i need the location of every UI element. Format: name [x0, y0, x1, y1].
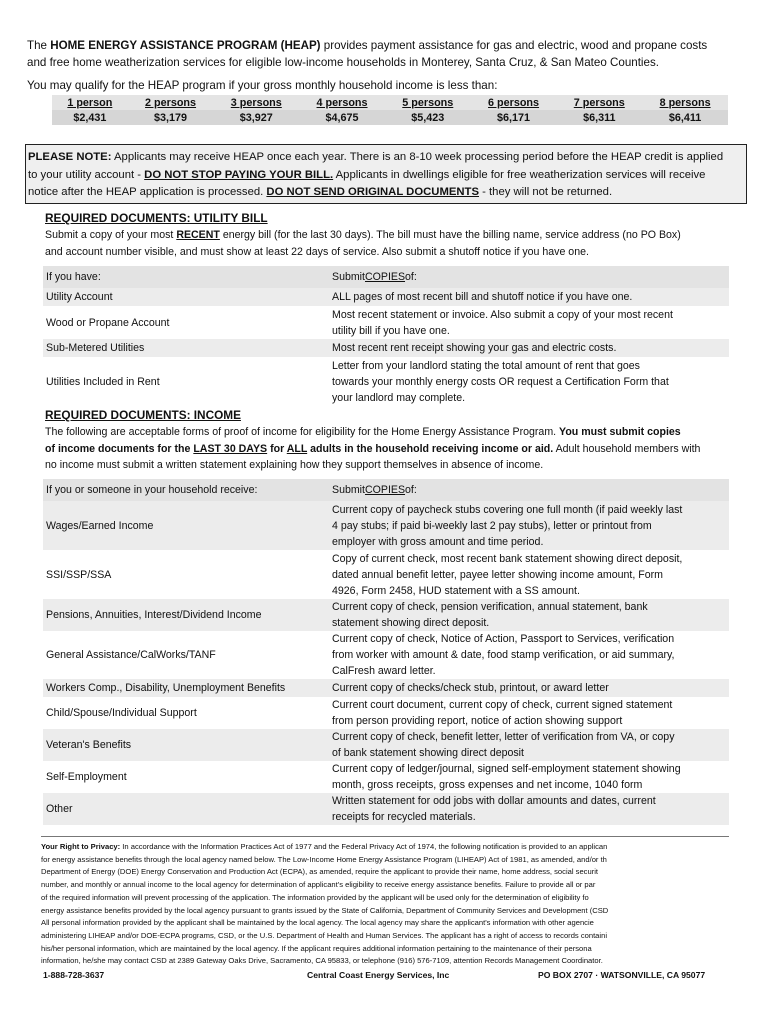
row-docs: Letter from your landlord stating the total amount of rent that goes towards your monthly energy costs OR request a Certification Form that your landlord may complete. [328, 357, 729, 406]
privacy-notice [41, 836, 729, 968]
intro-line2: and free home weatherization services for eligible low-income households in Monterey, Santa Cruz, & San Mateo Counties. [27, 56, 659, 69]
income-body-bold: You must submit copies [559, 426, 681, 438]
household-size-row [52, 95, 728, 110]
utility-section-body [45, 227, 735, 260]
table-header-cell: Submit COPIES of: [328, 266, 729, 288]
table-header-row [43, 266, 729, 288]
note-text: - they will not be returned. [478, 186, 613, 198]
row-item: Wood or Propane Account [43, 306, 328, 339]
table-row [43, 729, 729, 761]
income-limit-cell: $4,675 [299, 110, 385, 125]
note-text: Applicants may receive HEAP once each year. There is an 8-10 week processing period before the HEAP credit is applied [111, 151, 724, 163]
privacy-line: In accordance with the Information Practices Act of 1977 and the Federal Privacy Act of 1974, the following notification is provided to an applican [120, 842, 608, 851]
table-row [43, 679, 729, 697]
row-item: Utility Account [43, 288, 328, 306]
table-row [43, 631, 729, 679]
table-header-cell: If you or someone in your household receive: [43, 479, 328, 501]
household-size-cell: 6 persons [471, 95, 557, 110]
income-body-text: no income must submit a written statement explaining how they support themselves in absence of income. [45, 459, 544, 471]
row-docs: Current copy of check, pension verification, annual statement, bank statement showing direct deposit. [328, 599, 729, 631]
intro-prefix: The [27, 39, 51, 52]
program-name: HOME ENERGY ASSISTANCE PROGRAM (HEAP) [50, 39, 321, 52]
privacy-line: his/her personal information, which are maintained by the local agency. If the applicant requires additional information pertaining to the maintenance of their persona [41, 943, 592, 953]
privacy-line: energy assistance benefits provided by the local agency pursuant to grants issued by the State of California, Department of Community Services and Development (CSD [41, 905, 609, 915]
table-header-cell: Submit COPIES of: [328, 479, 729, 501]
row-docs: Current copy of paycheck stubs covering one full month (if paid weekly last 4 pay stubs; if paid bi-weekly last 2 pay stubs), letter or printout from employer with gross amount and time period. [328, 501, 729, 550]
table-row [43, 339, 729, 357]
row-docs: Copy of current check, most recent bank statement showing direct deposit, dated annual benefit letter, payee letter showing income amount, Form 4926, Form 2458, HUD statement with a SS amount. [328, 550, 729, 599]
note-text: to your utility account - [28, 168, 145, 181]
row-docs: Written statement for odd jobs with dollar amounts and dates, current receipts for recycled materials. [328, 793, 729, 825]
row-docs: Current copy of check, Notice of Action, Passport to Services, verification from worker with amount & date, food stamp verification, or aid summary, CalFresh award letter. [328, 631, 729, 679]
row-item: Pensions, Annuities, Interest/Dividend Income [43, 599, 328, 631]
income-section-body: The following are acceptable forms of proof of income for eligibility for the Home Energy Assistance Program. You must submit copies of income documents for the LAST 30 DAYS for ALL adults in the household receiving income or aid. Adult household members with no income must submit a written statement explaining how they support themselves in absence of income. [45, 424, 735, 474]
note-text: notice after the HEAP application is processed. [28, 186, 267, 198]
row-item: Sub-Metered Utilities [43, 339, 328, 357]
table-row [43, 599, 729, 631]
footer-address: PO BOX 2707 · WATSONVILLE, CA 95077 [538, 970, 706, 980]
table-row [43, 761, 729, 793]
footer-organization: Central Coast Energy Services, Inc [307, 970, 450, 980]
intro-line1: provides payment assistance for gas and electric, wood and propane costs [320, 39, 708, 52]
privacy-line: Department of Energy (DOE) Energy Conservation and Production Act (ECPA), as amended, require the applicant to provide their name, home address, social securit [41, 867, 599, 877]
utility-body-text: energy bill (for the last 30 days). The bill must have the billing name, service address (no PO Box) [219, 229, 681, 241]
table-row [43, 697, 729, 729]
utility-documents-table [43, 266, 729, 406]
household-size-cell: 4 persons [299, 95, 385, 110]
table-row [43, 288, 729, 306]
row-item: Wages/Earned Income [43, 501, 328, 550]
utility-body-text: Submit a copy of your most [45, 229, 177, 241]
privacy-line: for energy assistance benefits through the local agency named below. The Low-Income Home Energy Assistance Program (LIHEAP) Act of 1981, as amended, and/or th [41, 854, 607, 864]
note-text: Applicants in dwellings eligible for free weatherization services will receive [333, 168, 706, 181]
row-item: Other [43, 793, 328, 825]
row-item: Veteran's Benefits [43, 729, 328, 761]
income-body-text: Adult household members with [553, 442, 701, 455]
row-item: Utilities Included in Rent [43, 357, 328, 406]
row-docs: Current copy of checks/check stub, printout, or award letter [328, 679, 729, 697]
intro-paragraph [27, 37, 743, 71]
household-size-cell: 7 persons [556, 95, 642, 110]
table-row [43, 357, 729, 406]
row-docs: Current copy of ledger/journal, signed self-employment statement showing month, gross receipts, gross expenses and net income, 1040 form [328, 761, 729, 793]
privacy-line: information, he/she may contact CSD at 2389 Gateway Oaks Drive, Sacramento, CA 95833, or telephone (916) 576-7109, attention Records Management Coordinator. [41, 956, 603, 966]
income-limit-row [52, 110, 728, 125]
table-row [43, 306, 729, 339]
income-documents-table [43, 479, 729, 825]
household-size-cell: 1 person [52, 95, 128, 110]
table-row [43, 550, 729, 599]
privacy-line: of the required information will prevent processing of the application. The information provided by the applicant will be used only for the determination of eligibility fo [41, 892, 589, 902]
privacy-line: number, and monthly or annual income to the local agency for determination of applicant's eligibility to receive energy assistance benefits. Failure to provide all or par [41, 880, 596, 890]
all-emphasis: ALL [286, 442, 308, 455]
utility-body-text: and account number visible, and must show at least 22 days of service. Also submit a shutoff notice if you have one. [45, 245, 589, 258]
note-warning: DO NOT SEND ORIGINAL DOCUMENTS [266, 186, 479, 198]
utility-section-title: REQUIRED DOCUMENTS: UTILITY BILL [45, 211, 268, 225]
row-item: Self-Employment [43, 761, 328, 793]
row-item: General Assistance/CalWorks/TANF [43, 631, 328, 679]
household-size-cell: 2 persons [128, 95, 214, 110]
recent-emphasis: RECENT [176, 229, 220, 241]
income-limit-cell: $3,927 [213, 110, 299, 125]
privacy-line: administering LIHEAP and/or DOE-ECPA programs, CSD, or the U.S. Department of Health and Human Services. The applicant has a right of access to records containi [41, 930, 608, 940]
privacy-label: Your Right to Privacy: [41, 842, 121, 851]
income-limit-cell: $2,431 [52, 110, 128, 125]
income-limit-cell: $3,179 [128, 110, 214, 125]
table-row [43, 793, 729, 825]
table-header-row [43, 479, 729, 501]
income-limits-table [52, 95, 728, 125]
table-header-cell: If you have: [43, 266, 328, 288]
income-limit-cell: $5,423 [385, 110, 471, 125]
income-limit-cell: $6,311 [556, 110, 642, 125]
qualify-text: You may qualify for the HEAP program if your gross monthly household income is less than: [27, 79, 498, 92]
row-item: SSI/SSP/SSA [43, 550, 328, 599]
household-size-cell: 3 persons [213, 95, 299, 110]
row-item: Child/Spouse/Individual Support [43, 697, 328, 729]
income-limit-cell: $6,411 [642, 110, 728, 125]
note-label: PLEASE NOTE: [28, 151, 112, 163]
note-warning: DO NOT STOP PAYING YOUR BILL. [144, 168, 334, 181]
income-limit-cell: $6,171 [471, 110, 557, 125]
row-docs: Most recent rent receipt showing your gas and electric costs. [328, 339, 729, 357]
footer-phone: 1-888-728-3637 [43, 970, 105, 980]
household-size-cell: 8 persons [642, 95, 728, 110]
please-note-box [25, 144, 747, 204]
row-docs: Current copy of check, benefit letter, letter of verification from VA, or copy of bank statement showing direct deposit [328, 729, 729, 761]
row-docs: Most recent statement or invoice. Also submit a copy of your most recent utility bill if you have one. [328, 306, 729, 339]
income-body-text: The following are acceptable forms of proof of income for eligibility for the Home Energy Assistance Program. [45, 426, 560, 438]
privacy-line: All personal information provided by the applicant shall be maintained by the local agency. The local agency may share the applicant's information with other agencie [41, 918, 594, 928]
row-docs: Current court document, current copy of check, current signed statement from person providing report, notice of action showing support [328, 697, 729, 729]
last-30-days-emphasis: LAST 30 DAYS [193, 442, 268, 455]
row-item: Workers Comp., Disability, Unemployment Benefits [43, 679, 328, 697]
income-section-title: REQUIRED DOCUMENTS: INCOME [45, 408, 241, 422]
household-size-cell: 5 persons [385, 95, 471, 110]
row-docs: ALL pages of most recent bill and shutoff notice if you have one. [328, 288, 729, 306]
table-row [43, 501, 729, 550]
